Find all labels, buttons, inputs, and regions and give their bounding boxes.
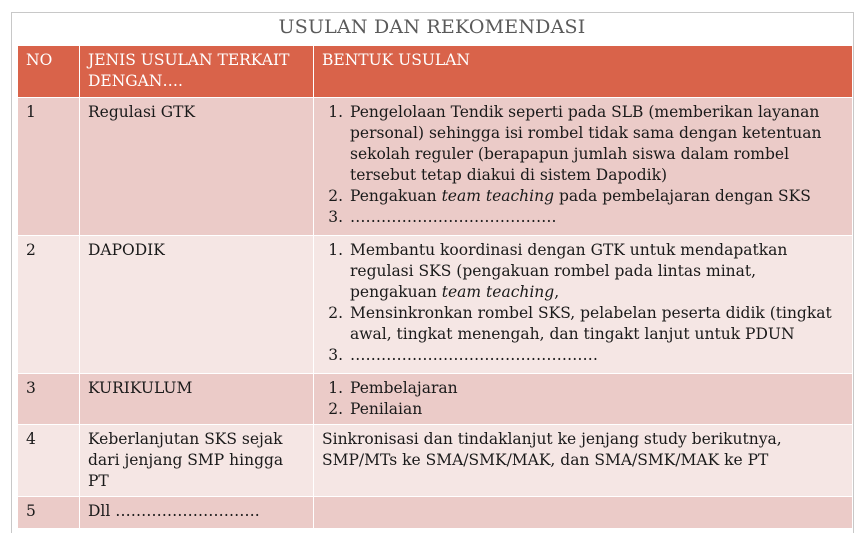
list-item: 3. …………………………………. <box>348 207 846 228</box>
row-bentuk <box>314 236 853 374</box>
header-no: NO <box>18 46 80 98</box>
list-item: 2. Mensinkronkan rombel SKS, pelabelan peserta didik (tingkat awal, tingkat menengah, dan tingakt lanjut untuk PDUN <box>348 303 846 345</box>
row-bentuk <box>314 497 853 529</box>
list-item: 1. Pengelolaan Tendik seperti pada SLB (memberikan layanan personal) sehingga isi rombel tidak sama dengan ketentuan sekolah reguler (berapapun jumlah siswa dalam rombel tersebut tetap diakui di sistem Dapodik) <box>348 102 846 186</box>
list-item: 3. ………………………………………… <box>348 345 846 366</box>
proposal-list <box>322 102 846 228</box>
table-row <box>18 374 853 425</box>
row-number: 3 <box>18 374 80 425</box>
list-item: 2. Penilaian <box>348 399 846 420</box>
row-jenis: KURIKULUM <box>80 374 314 425</box>
row-bentuk: Sinkronisasi dan tindaklanjut ke jenjang study berikutnya, SMP/MTs ke SMA/SMK/MAK, dan SMA/SMK/MAK ke PT <box>314 425 853 497</box>
row-number: 5 <box>18 497 80 529</box>
row-number: 2 <box>18 236 80 374</box>
slide-title: USULAN DAN REKOMENDASI <box>278 16 586 38</box>
proposal-list <box>322 378 846 420</box>
table-row <box>18 497 853 529</box>
list-item: 1. Pembelajaran <box>348 378 846 399</box>
row-number: 1 <box>18 98 80 236</box>
table-row <box>18 98 853 236</box>
table-row <box>18 236 853 374</box>
row-bentuk <box>314 98 853 236</box>
list-item: 2. Pengakuan team teaching pada pembelajaran dengan SKS <box>348 186 846 207</box>
row-bentuk <box>314 374 853 425</box>
row-number: 4 <box>18 425 80 497</box>
proposal-list <box>322 240 846 366</box>
table-header-row <box>18 46 853 98</box>
row-jenis: Keberlanjutan SKS sejak dari jenjang SMP hingga PT <box>80 425 314 497</box>
row-jenis: Regulasi GTK <box>80 98 314 236</box>
proposals-table <box>17 45 853 529</box>
table-row <box>18 425 853 497</box>
header-bentuk-usulan: BENTUK USULAN <box>314 46 853 98</box>
list-item: 1. Membantu koordinasi dengan GTK untuk mendapatkan regulasi SKS (pengakuan rombel pada lintas minat, pengakuan team teaching, <box>348 240 846 303</box>
row-jenis: DAPODIK <box>80 236 314 374</box>
header-jenis-usulan: JENIS USULAN TERKAIT DENGAN…. <box>80 46 314 98</box>
row-jenis: Dll ………………………. <box>80 497 314 529</box>
